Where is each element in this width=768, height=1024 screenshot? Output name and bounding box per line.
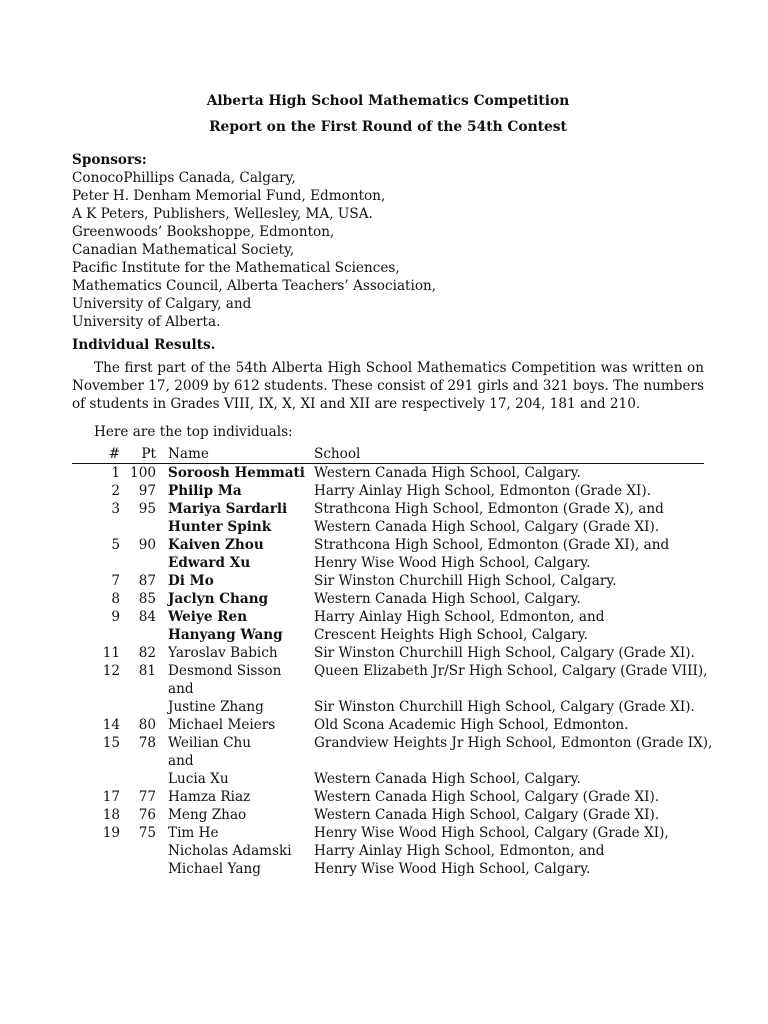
school-cell: Strathcona High School, Edmonton (Grade X), and (314, 501, 664, 517)
gap-cell (156, 500, 168, 518)
school-cell: Western Canada High School, Calgary. (314, 771, 581, 787)
header-gap (156, 445, 168, 464)
table-row (72, 752, 704, 770)
table-row (72, 536, 704, 554)
gap-cell (156, 842, 168, 860)
points-cell: 75 (138, 825, 156, 841)
table-header-row (72, 445, 704, 464)
table-row (72, 626, 704, 644)
school-cell: Sir Winston Churchill High School, Calgary. (314, 573, 617, 589)
rank-cell (72, 680, 120, 698)
header-school: School (314, 445, 704, 464)
table-row (72, 644, 704, 662)
table-row (72, 500, 704, 518)
rank-cell (72, 860, 120, 878)
points-cell: 100 (130, 465, 156, 481)
points-cell (120, 626, 156, 644)
sponsor-item: University of Calgary, and (72, 296, 252, 312)
name-cell: Edward Xu (168, 555, 251, 571)
gap-cell (156, 572, 168, 590)
document-page (72, 88, 713, 878)
name-cell: Hunter Spink (168, 519, 272, 535)
gap-cell (156, 824, 168, 842)
school-cell (314, 680, 704, 698)
gap-cell (156, 770, 168, 788)
gap-cell (156, 626, 168, 644)
rank-cell: 7 (111, 573, 120, 589)
gap-cell (156, 554, 168, 572)
name-cell: Michael Yang (168, 861, 261, 877)
header-rank: # (72, 445, 120, 464)
sponsor-item: Peter H. Denham Memorial Fund, Edmonton, (72, 188, 386, 204)
points-cell: 78 (138, 735, 156, 751)
rank-cell: 15 (102, 735, 120, 751)
sponsor-item: Pacific Institute for the Mathematical Sciences, (72, 260, 400, 276)
rank-cell: 19 (102, 825, 120, 841)
rank-cell: 8 (111, 591, 120, 607)
points-cell (120, 518, 156, 536)
name-cell: Di Mo (168, 573, 214, 589)
gap-cell (156, 662, 168, 680)
table-row (72, 680, 704, 698)
individual-results-heading: Individual Results. (72, 337, 216, 353)
points-cell (120, 860, 156, 878)
points-cell: 87 (138, 573, 156, 589)
points-cell: 90 (138, 537, 156, 553)
document-title: Alberta High School Mathematics Competition (206, 93, 570, 109)
name-cell: Kaiven Zhou (168, 537, 264, 553)
name-cell: Weilian Chu (168, 735, 252, 751)
school-cell: Sir Winston Churchill High School, Calgary (Grade XI). (314, 645, 695, 661)
table-row (72, 860, 704, 878)
gap-cell (156, 590, 168, 608)
name-cell: Weiye Ren (168, 609, 248, 625)
gap-cell (156, 608, 168, 626)
table-row (72, 518, 704, 536)
rank-cell (72, 626, 120, 644)
gap-cell (156, 680, 168, 698)
name-cell: and (168, 753, 194, 769)
name-cell: Hanyang Wang (168, 627, 283, 643)
table-row (72, 572, 704, 590)
rank-cell (72, 554, 120, 572)
name-cell: Desmond Sisson (168, 663, 282, 679)
table-row (72, 608, 704, 626)
gap-cell (156, 752, 168, 770)
school-cell: Western Canada High School, Calgary (Grade XI). (314, 789, 660, 805)
school-cell: Henry Wise Wood High School, Calgary (Grade XI), (314, 825, 669, 841)
gap-cell (156, 482, 168, 500)
school-cell: Sir Winston Churchill High School, Calgary (Grade XI). (314, 699, 695, 715)
name-cell: Mariya Sardarli (168, 501, 288, 517)
gap-cell (156, 698, 168, 716)
gap-cell (156, 536, 168, 554)
rank-cell: 18 (102, 807, 120, 823)
name-cell: Hamza Riaz (168, 789, 251, 805)
school-cell: Western Canada High School, Calgary (Grade XI). (314, 807, 660, 823)
points-cell: 77 (138, 789, 156, 805)
school-cell: Harry Ainlay High School, Edmonton, and (314, 843, 605, 859)
gap-cell (156, 644, 168, 662)
table-row (72, 842, 704, 860)
table-row (72, 698, 704, 716)
gap-cell (156, 806, 168, 824)
rank-cell: 9 (111, 609, 120, 625)
rank-cell: 11 (102, 645, 120, 661)
points-cell: 81 (138, 663, 156, 679)
table-row (72, 824, 704, 842)
sponsor-item: Greenwoods’ Bookshoppe, Edmonton, (72, 224, 335, 240)
school-cell: Harry Ainlay High School, Edmonton, and (314, 609, 605, 625)
name-cell: and (168, 681, 194, 697)
results-table (72, 445, 713, 878)
points-cell: 85 (138, 591, 156, 607)
table-row (72, 806, 704, 824)
table-row (72, 662, 704, 680)
school-cell: Western Canada High School, Calgary. (314, 465, 581, 481)
table-row (72, 716, 704, 734)
table-row (72, 770, 704, 788)
header-name: Name (168, 445, 314, 464)
table-row (72, 788, 704, 806)
points-cell (120, 752, 156, 770)
points-cell: 76 (138, 807, 156, 823)
gap-cell (156, 734, 168, 752)
gap-cell (156, 860, 168, 878)
header-points: Pt (120, 445, 156, 464)
gap-cell (156, 788, 168, 806)
rank-cell: 3 (111, 501, 120, 517)
school-cell: Grandview Heights Jr High School, Edmonton (Grade IX), (314, 735, 713, 751)
name-cell: Nicholas Adamski (168, 843, 292, 859)
table-row (72, 554, 704, 572)
rank-cell: 17 (102, 789, 120, 805)
rank-cell: 2 (111, 483, 120, 499)
school-cell: Crescent Heights High School, Calgary. (314, 627, 588, 643)
rank-cell: 14 (102, 717, 120, 733)
school-cell (314, 752, 704, 770)
table-row (72, 464, 704, 483)
name-cell: Meng Zhao (168, 807, 247, 823)
points-cell (120, 698, 156, 716)
points-cell: 97 (138, 483, 156, 499)
points-cell: 95 (138, 501, 156, 517)
points-cell (120, 680, 156, 698)
school-cell: Henry Wise Wood High School, Calgary. (314, 861, 591, 877)
document-subtitle: Report on the First Round of the 54th Contest (209, 119, 567, 135)
rank-cell: 5 (111, 537, 120, 553)
name-cell: Yaroslav Babich (168, 645, 278, 661)
table-row (72, 482, 704, 500)
sponsor-item: University of Alberta. (72, 314, 221, 330)
rank-cell: 12 (102, 663, 120, 679)
sponsors-list (72, 169, 704, 331)
points-cell: 84 (138, 609, 156, 625)
school-cell: Queen Elizabeth Jr/Sr High School, Calgary (Grade VIII), (314, 663, 708, 679)
rank-cell (72, 518, 120, 536)
sponsors-heading: Sponsors: (72, 152, 147, 168)
points-cell: 80 (138, 717, 156, 733)
top-individuals-intro: Here are the top individuals: (94, 424, 293, 440)
school-cell: Western Canada High School, Calgary (Grade XI). (314, 519, 660, 535)
points-cell (120, 554, 156, 572)
gap-cell (156, 716, 168, 734)
school-cell: Western Canada High School, Calgary. (314, 591, 581, 607)
sponsor-item: Mathematics Council, Alberta Teachers’ Association, (72, 278, 437, 294)
sponsor-item: Canadian Mathematical Society, (72, 242, 295, 258)
rank-cell (72, 842, 120, 860)
rank-cell (72, 698, 120, 716)
table-row (72, 734, 704, 752)
name-cell: Soroosh Hemmati (168, 465, 305, 481)
name-cell: Philip Ma (168, 483, 242, 499)
gap-cell (156, 518, 168, 536)
gap-cell (156, 464, 168, 483)
sponsor-item: A K Peters, Publishers, Wellesley, MA, USA. (72, 206, 373, 222)
name-cell: Tim He (168, 825, 219, 841)
rank-cell (72, 752, 120, 770)
points-cell (120, 770, 156, 788)
sponsor-item: ConocoPhillips Canada, Calgary, (72, 170, 296, 186)
rank-cell (72, 770, 120, 788)
points-cell (120, 842, 156, 860)
school-cell: Harry Ainlay High School, Edmonton (Grade XI). (314, 483, 652, 499)
results-table-body (72, 464, 713, 879)
points-cell: 82 (138, 645, 156, 661)
name-cell: Justine Zhang (168, 699, 264, 715)
school-cell: Old Scona Academic High School, Edmonton. (314, 717, 629, 733)
school-cell: Henry Wise Wood High School, Calgary. (314, 555, 591, 571)
rank-cell: 1 (111, 465, 120, 481)
name-cell: Lucia Xu (168, 771, 229, 787)
name-cell: Jaclyn Chang (168, 591, 269, 607)
table-row (72, 590, 704, 608)
name-cell: Michael Meiers (168, 717, 276, 733)
results-paragraph: The first part of the 54th Alberta High School Mathematics Competition was written on November 17, 2009 by 612 students. These consist of 291 girls and 321 boys. The numbers of students in Grades VIII, IX, X, XI and XII are respectively 17, 204, 181 and 210. (72, 360, 704, 412)
school-cell: Strathcona High School, Edmonton (Grade XI), and (314, 537, 670, 553)
